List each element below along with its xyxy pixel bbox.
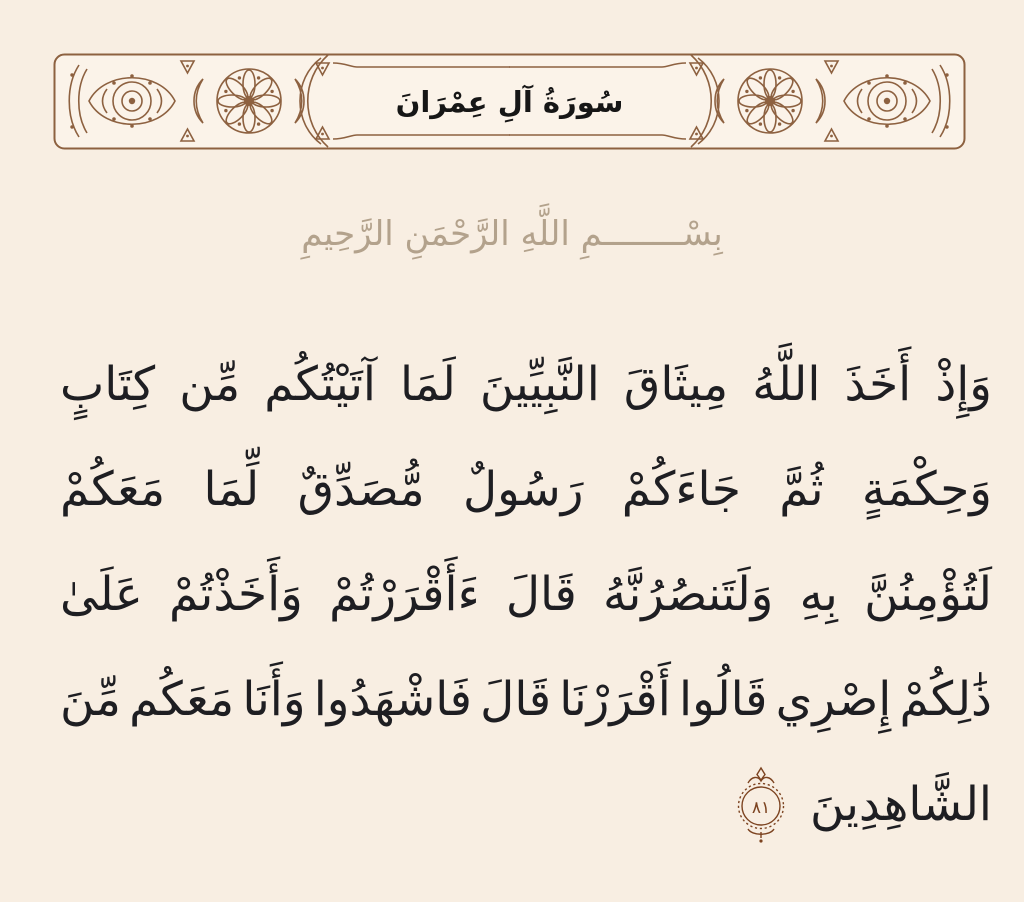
- surah-header-banner: [53, 53, 966, 150]
- verse-word: آتَيْتُكُم: [264, 357, 376, 412]
- verse-line: [60, 647, 992, 752]
- verse-word: وَحِكْمَةٍ: [861, 462, 992, 517]
- verse-number-medallion: [734, 765, 788, 845]
- verse-word: مِيثَاقَ: [623, 357, 729, 412]
- verse-word: وَأَنَا: [242, 672, 306, 727]
- verse-word: قَالُوا: [679, 672, 768, 727]
- verse-word: لَتُؤْمِنُنَّ: [864, 567, 992, 622]
- verse-word: بِهِ: [799, 567, 838, 622]
- verse-word: مِّنَ: [60, 672, 121, 727]
- verse-number: ٨١: [751, 797, 771, 818]
- verse-word: ثُمَّ: [779, 462, 824, 517]
- verse-word: ذَٰلِكُمْ: [899, 672, 992, 727]
- verse-word: الشَّاهِدِينَ: [810, 777, 992, 832]
- verse-word: فَاشْهَدُوا: [313, 672, 472, 727]
- surah-title: سُورَةُ آلِ عِمْرَانَ: [395, 84, 624, 119]
- verse-word: أَقْرَرْنَا: [559, 672, 671, 727]
- verse-word: قَالَ: [480, 672, 552, 727]
- verse-word: لِّمَا: [203, 462, 260, 517]
- verse-word: مُّصَدِّقٌ: [297, 462, 425, 517]
- verse-word: إِصْرِي: [775, 672, 892, 727]
- verse-line: [60, 752, 992, 857]
- verse-word: قَالَ: [505, 567, 577, 622]
- verse-line: [60, 437, 992, 542]
- verse-word: رَسُولٌ: [462, 462, 584, 517]
- verse-line: [60, 332, 992, 437]
- verse-word: وَلَتَنصُرُنَّهُ: [603, 567, 774, 622]
- verse-line: [60, 542, 992, 647]
- bismillah-text: بِسْــــــــمِ اللَّهِ الرَّحْمَنِ الرَّحِيمِ: [301, 214, 723, 254]
- verse-lines: [60, 332, 992, 752]
- verse-text-block: [60, 332, 992, 857]
- verse-word: مَعَكُمْ: [60, 462, 166, 517]
- verse-word: ءَأَقْرَرْتُمْ: [329, 567, 480, 622]
- verse-word: لَمَا: [400, 357, 456, 412]
- verse-word: أَخَذَ: [844, 357, 912, 412]
- verse-word: النَّبِيِّينَ: [479, 357, 600, 412]
- verse-word: مَعَكُم: [129, 672, 235, 727]
- verse-word: جَاءَكُمْ: [621, 462, 741, 517]
- verse-word: وَأَخَذْتُمْ: [169, 567, 303, 622]
- verse-word: مِّن: [179, 357, 241, 412]
- verse-word: وَإِذْ: [935, 357, 992, 412]
- verse-word: كِتَابٍ: [60, 357, 156, 412]
- verse-word: اللَّهُ: [752, 357, 821, 412]
- verse-word: عَلَىٰ: [60, 567, 143, 622]
